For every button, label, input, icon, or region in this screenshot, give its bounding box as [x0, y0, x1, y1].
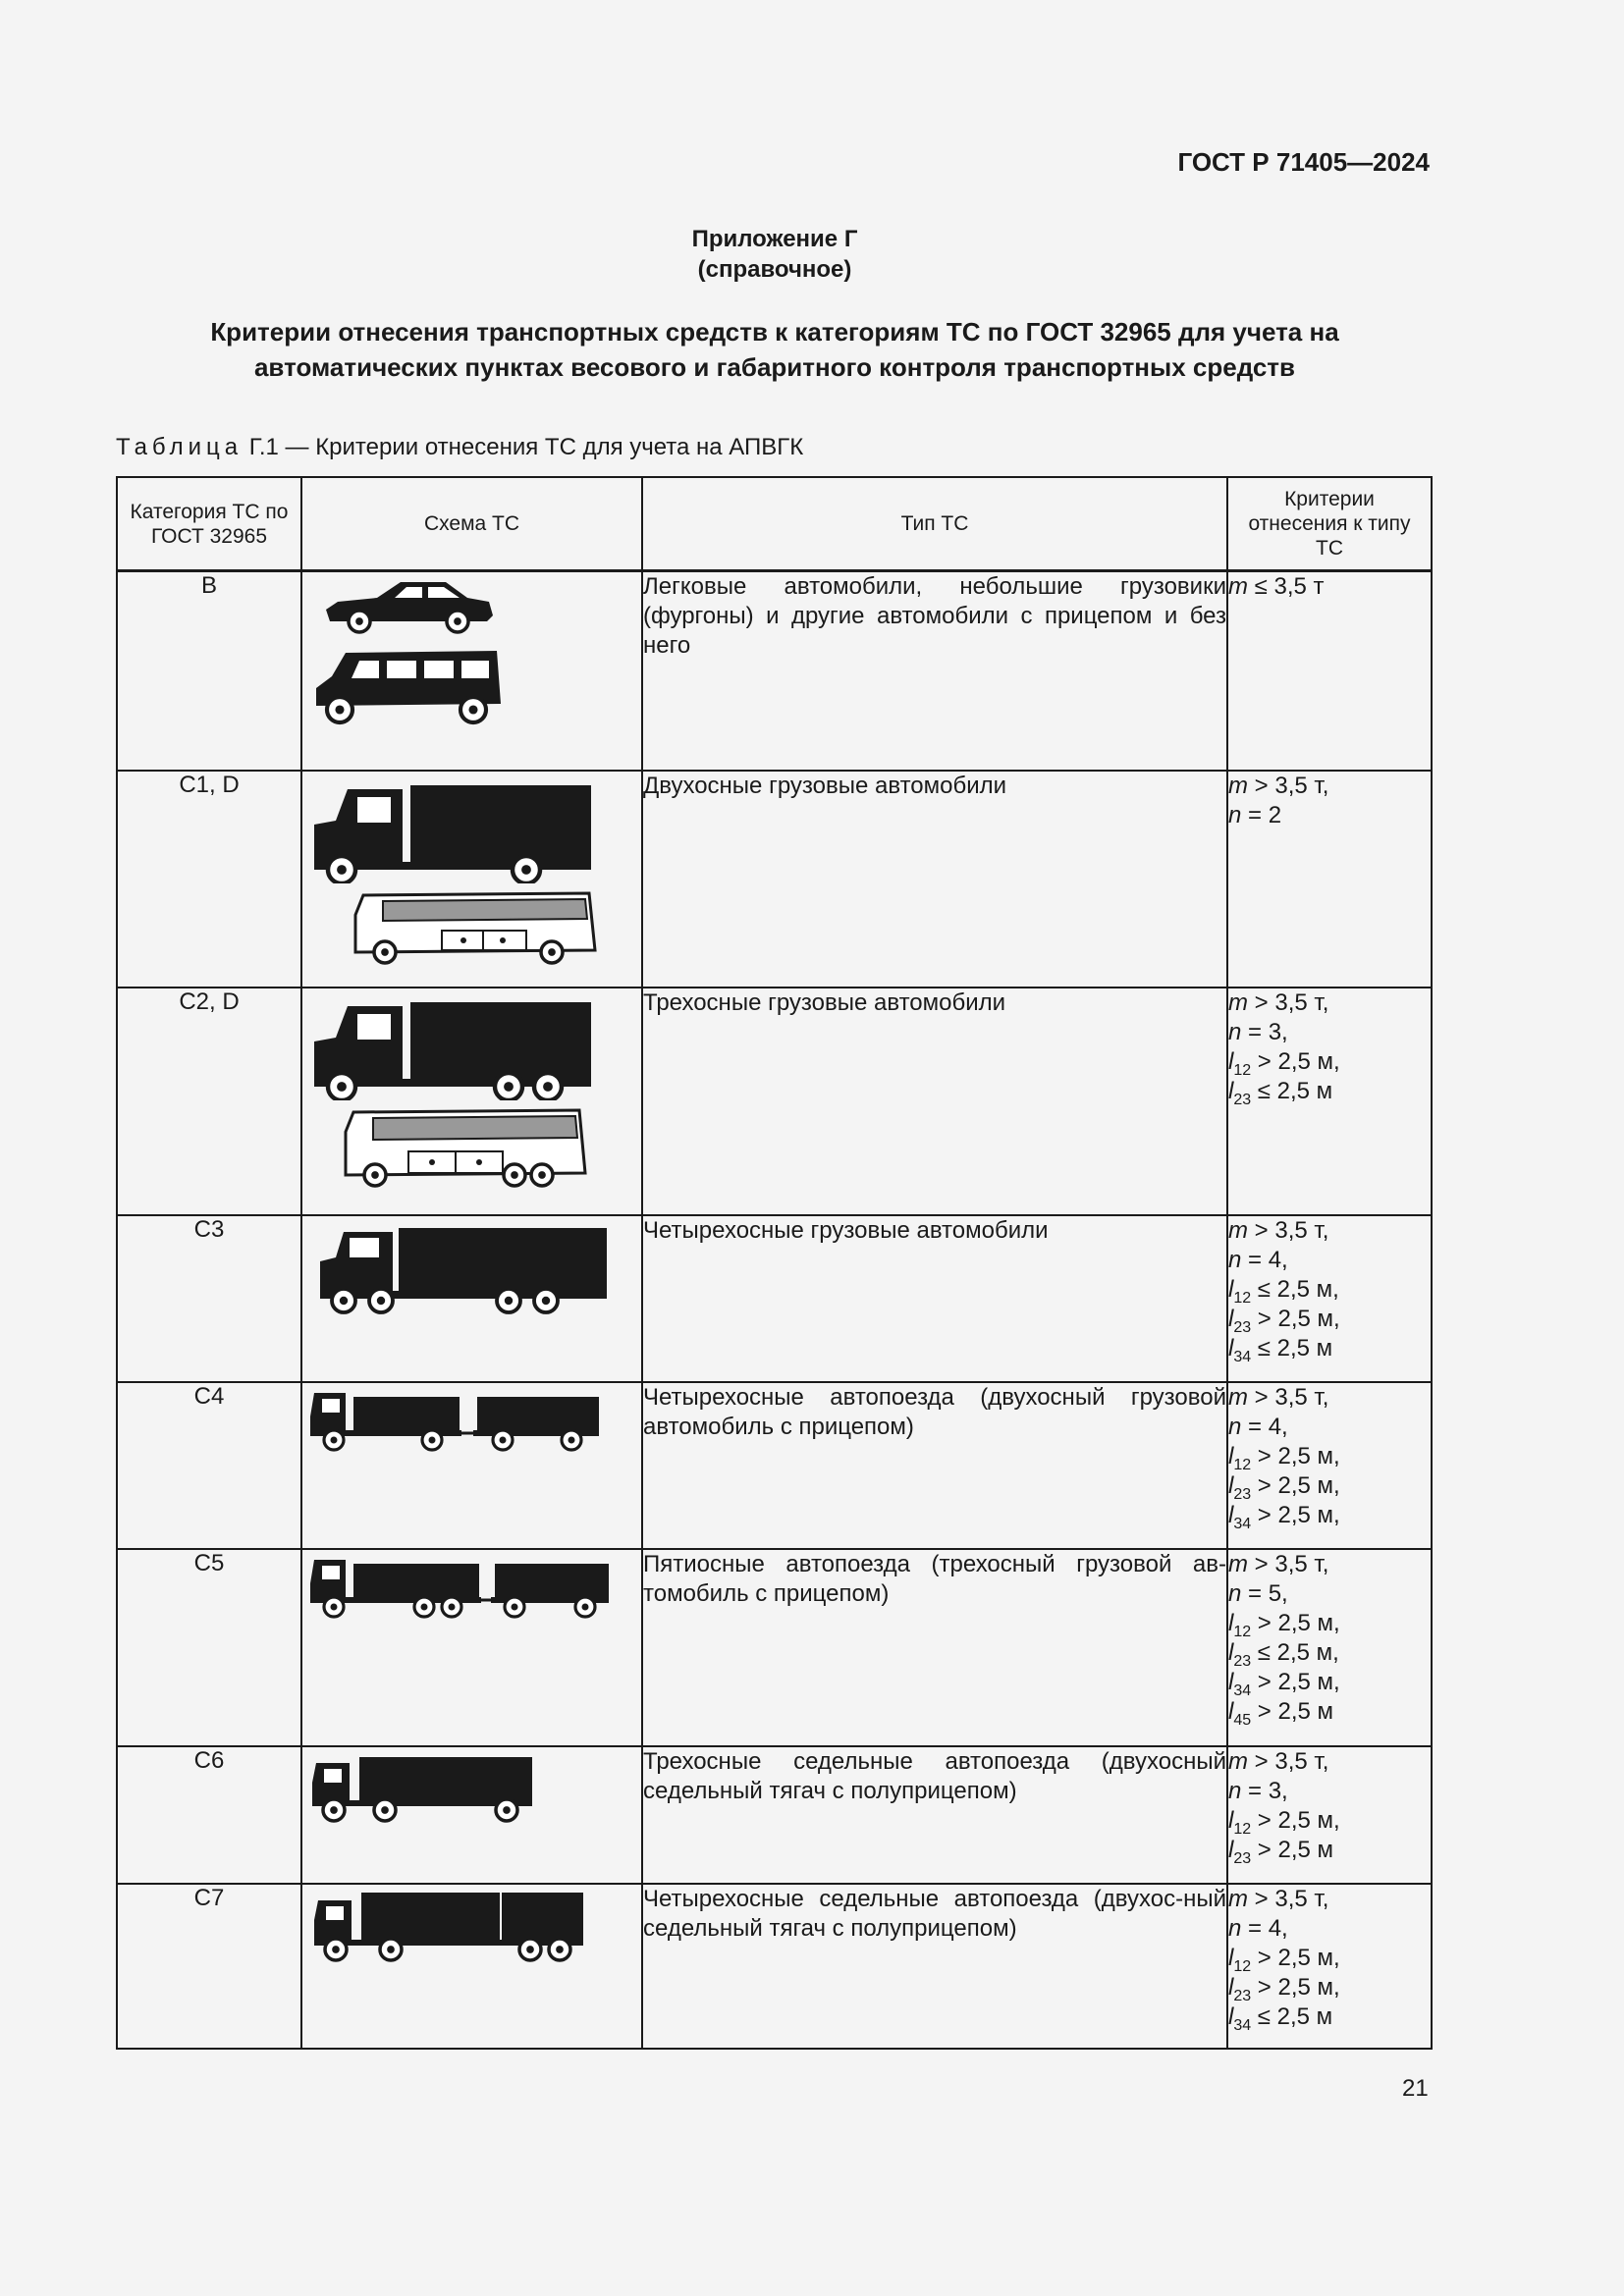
- criteria-cell: [1227, 1549, 1432, 1746]
- criterion-line: m > 3,5 т,: [1228, 1885, 1329, 1912]
- table-header-row: [117, 477, 1432, 571]
- criterion-line: m > 3,5 т,: [1228, 988, 1329, 1016]
- criterion-line: $l_{34} > 2,5$ м,: [1228, 1501, 1340, 1532]
- criteria-cell: [1227, 1382, 1432, 1549]
- criteria-cell: [1227, 1215, 1432, 1382]
- criterion-line: $l_{12} > 2,5$ м,: [1228, 1944, 1340, 1975]
- tractor-semitrailer-four-axle-icon: [312, 1889, 587, 1967]
- vehicle-type-cell: Четырехосные седельные автопоезда (двухос-ный седельный тягач с полуприцепом): [642, 1884, 1227, 2049]
- schema-cell: [301, 1549, 642, 1746]
- three-axle-bus-icon: [340, 1104, 595, 1193]
- vehicle-type-cell: Трехосные грузовые автомобили: [642, 988, 1227, 1215]
- two-axle-truck-icon: [308, 775, 593, 883]
- category-cell: C5: [117, 1549, 301, 1746]
- schema-cell: [301, 571, 642, 771]
- criterion-line: m > 3,5 т,: [1228, 1747, 1329, 1775]
- criterion-line: $l_{12} > 2,5$ м,: [1228, 1047, 1340, 1079]
- schema-cell: [301, 1884, 642, 2049]
- truck-with-trailer-icon: [308, 1387, 603, 1460]
- criterion-line: $l_{23} > 2,5$ м,: [1228, 1973, 1340, 2004]
- appendix-subtitle: (справочное): [697, 256, 852, 283]
- category-cell: C4: [117, 1382, 301, 1549]
- schema-cell: [301, 1382, 642, 1549]
- table-caption: [116, 434, 803, 461]
- page-number: 21: [1402, 2075, 1429, 2102]
- category-cell: B: [117, 571, 301, 771]
- schema-cell: [301, 1215, 642, 1382]
- criterion-line: $l_{45} > 2,5$ м: [1228, 1697, 1334, 1729]
- column-header-category: Категория ТС по ГОСТ 32965: [117, 477, 301, 571]
- criterion-line: $l_{23} > 2,5$ м,: [1228, 1305, 1340, 1336]
- criterion-line: m > 3,5 т,: [1228, 1550, 1329, 1577]
- criteria-cell: [1227, 1746, 1432, 1884]
- minibus-icon: [310, 641, 507, 729]
- vehicle-type-cell: Четырехосные автопоезда (двухосный грузовой автомобиль с прицепом): [642, 1382, 1227, 1549]
- document-title: [116, 314, 1434, 385]
- three-axle-truck-icon: [308, 992, 593, 1100]
- criterion-line: n = 2: [1228, 801, 1282, 828]
- category-cell: C1, D: [117, 771, 301, 988]
- criterion-line: $l_{12} > 2,5$ м,: [1228, 1806, 1340, 1838]
- four-axle-truck-icon: [316, 1220, 611, 1318]
- criterion-line: $l_{12} \le 2,5$ м,: [1228, 1275, 1339, 1307]
- vehicle-type-cell: Двухосные грузовые автомобили: [642, 771, 1227, 988]
- column-header-type: Тип ТС: [642, 477, 1227, 571]
- schema-cell: [301, 988, 642, 1215]
- two-axle-bus-icon: [350, 887, 605, 968]
- criterion-line: n = 3,: [1228, 1777, 1288, 1804]
- appendix-heading: [0, 224, 1549, 285]
- criterion-line: m > 3,5 т,: [1228, 772, 1329, 799]
- criteria-cell: [1227, 1884, 1432, 2049]
- category-cell: C3: [117, 1215, 301, 1382]
- criterion-line: $l_{23} \le 2,5$ м: [1228, 1077, 1333, 1108]
- criteria-table: [116, 476, 1433, 2050]
- document-title-line2: автоматических пунктах весового и габаритного контроля транспортных средств: [253, 352, 1296, 382]
- criteria-cell: [1227, 571, 1432, 771]
- criterion-line: $l_{34} \le 2,5$ м: [1228, 2002, 1333, 2034]
- document-title-line1: Критерии отнесения транспортных средств к категориям ТС по ГОСТ 32965 для учета на: [210, 317, 1339, 347]
- criterion-line: m > 3,5 т,: [1228, 1216, 1329, 1244]
- criterion-line: m > 3,5 т,: [1228, 1383, 1329, 1411]
- criteria-cell: [1227, 771, 1432, 988]
- column-header-schema: Схема ТС: [301, 477, 642, 571]
- table-row: [117, 571, 1432, 771]
- table-row: [117, 771, 1432, 988]
- sedan-icon: [320, 576, 497, 637]
- table-row: [117, 1215, 1432, 1382]
- tractor-semitrailer-three-axle-icon: [310, 1751, 536, 1828]
- table-row: [117, 988, 1432, 1215]
- criterion-line: $l_{23} > 2,5$ м,: [1228, 1471, 1340, 1503]
- vehicle-type-cell: Легковые автомобили, небольшие грузовики (фургоны) и другие автомобили с прицепом и без него: [642, 571, 1227, 771]
- criterion-line: n = 4,: [1228, 1413, 1288, 1440]
- table-row: [117, 1746, 1432, 1884]
- criterion-line: $l_{12} > 2,5$ м,: [1228, 1442, 1340, 1473]
- category-cell: C2, D: [117, 988, 301, 1215]
- standard-header: ГОСТ Р 71405—2024: [1177, 147, 1430, 177]
- table-row: [117, 1549, 1432, 1746]
- criterion-line: n = 5,: [1228, 1579, 1288, 1607]
- schema-cell: [301, 771, 642, 988]
- vehicle-type-cell: Пятиосные автопоезда (трехосный грузовой ав-томобиль с прицепом): [642, 1549, 1227, 1746]
- criterion-line: $l_{23} \le 2,5$ м,: [1228, 1638, 1339, 1670]
- vehicle-type-cell: Трехосные седельные автопоезда (двухосный седельный тягач с полуприцепом): [642, 1746, 1227, 1884]
- criterion-line: n = 4,: [1228, 1246, 1288, 1273]
- criterion-line: n = 3,: [1228, 1018, 1288, 1045]
- schema-cell: [301, 1746, 642, 1884]
- criterion-line: $l_{12} > 2,5$ м,: [1228, 1609, 1340, 1640]
- criterion-line: m ≤ 3,5 т: [1228, 573, 1325, 600]
- table-row: [117, 1382, 1432, 1549]
- table-row: [117, 1884, 1432, 2049]
- column-header-criteria: Критерии отнесения к типу ТС: [1227, 477, 1432, 571]
- criterion-line: $l_{23} > 2,5$ м: [1228, 1836, 1334, 1867]
- appendix-title: Приложение Г: [691, 226, 858, 252]
- criterion-line: $l_{34} > 2,5$ м,: [1228, 1668, 1340, 1699]
- criterion-line: $l_{34} \le 2,5$ м: [1228, 1334, 1333, 1365]
- criterion-line: n = 4,: [1228, 1914, 1288, 1942]
- table-caption-prefix: Таблица: [116, 434, 244, 460]
- vehicle-type-cell: Четырехосные грузовые автомобили: [642, 1215, 1227, 1382]
- category-cell: C7: [117, 1884, 301, 2049]
- three-axle-truck-with-trailer-icon: [308, 1554, 613, 1627]
- category-cell: C6: [117, 1746, 301, 1884]
- table-caption-text: Г.1 — Критерии отнесения ТС для учета на АПВГК: [243, 434, 804, 460]
- criteria-cell: [1227, 988, 1432, 1215]
